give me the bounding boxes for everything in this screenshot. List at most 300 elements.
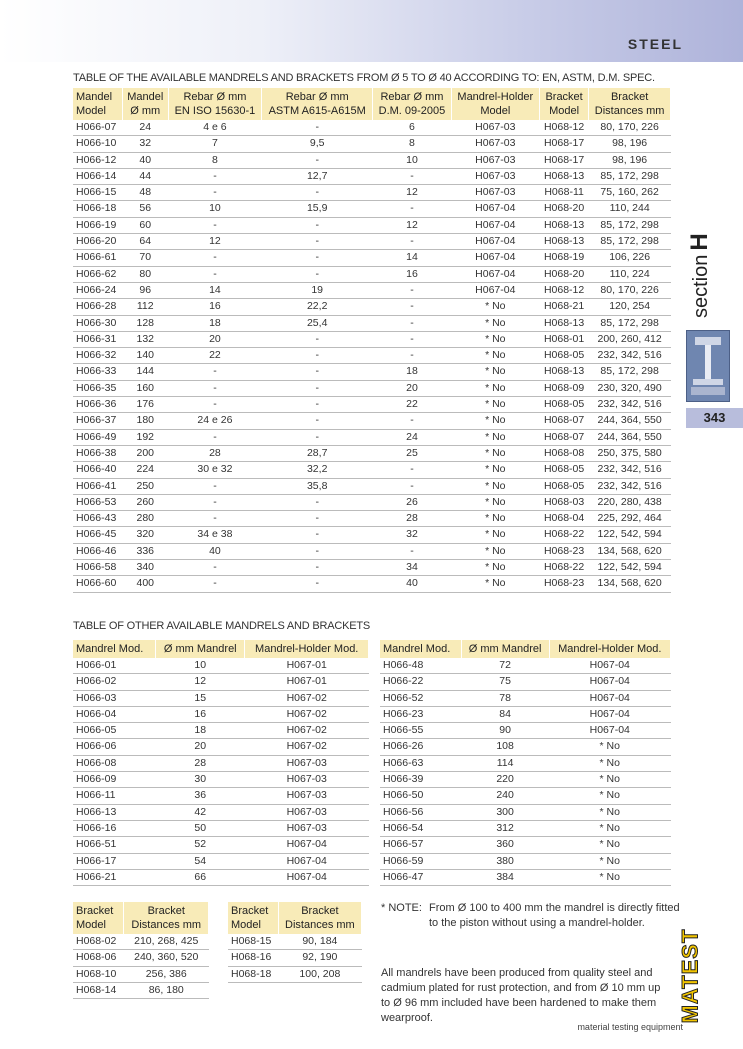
other-mandrels-table-left: [73, 640, 369, 886]
table1-cell: 132: [122, 331, 168, 347]
table-cell: H067-04: [245, 837, 369, 853]
table1-cell: 106, 226: [589, 250, 671, 266]
table1-cell: 134, 568, 620: [589, 576, 671, 592]
table-cell: H068-18: [228, 966, 278, 982]
table-row: [73, 445, 671, 461]
table1-header-line2: D.M. 09-2005: [378, 105, 446, 117]
other-mandrels-table-right: [380, 640, 671, 886]
table-row: [73, 348, 671, 364]
table1-header-2: [168, 88, 261, 120]
table1-cell: 22,2: [262, 299, 373, 315]
table-row: [73, 576, 671, 592]
info-text: All mandrels have been produced from quality steel and cadmium plated for rust protection, and from Ø 10 mm up to Ø 96 mm included have been hardened to make them wearproof.: [381, 967, 661, 1024]
table-cell: 312: [461, 820, 549, 836]
table1-cell: -: [262, 364, 373, 380]
table1-cell: 24: [373, 429, 451, 445]
table1-cell: 224: [122, 462, 168, 478]
table1-cell: -: [373, 462, 451, 478]
table2-header-0: Mandrel Mod.: [380, 640, 461, 658]
table1-cell: H068-17: [539, 136, 588, 152]
table-row: [73, 658, 369, 674]
table-cell: H066-13: [73, 804, 156, 820]
table-cell: * No: [549, 837, 671, 853]
table-cell: H066-55: [380, 723, 461, 739]
table-row: [228, 950, 362, 966]
table1-cell: H066-38: [73, 445, 122, 461]
table-cell: H067-01: [245, 674, 369, 690]
table-row: [73, 217, 671, 233]
table-row: [73, 478, 671, 494]
table1-cell: 96: [122, 282, 168, 298]
table1-cell: H068-11: [539, 185, 588, 201]
table1-cell: H068-23: [539, 543, 588, 559]
table1-cell: H068-13: [539, 217, 588, 233]
table1-cell: H066-35: [73, 380, 122, 396]
table1-cell: 34: [373, 560, 451, 576]
table1-cell: -: [168, 380, 261, 396]
table1-header-0: [73, 88, 122, 120]
table1-cell: -: [262, 152, 373, 168]
table1-cell: 9,5: [262, 136, 373, 152]
table1-header-line1: Rebar Ø mm: [380, 91, 444, 103]
table1-header-line2: Model: [76, 105, 106, 117]
table-row: [228, 934, 362, 950]
table-cell: H066-57: [380, 837, 461, 853]
table1-cell: 14: [168, 282, 261, 298]
table1-cell: H068-13: [539, 315, 588, 331]
table-cell: H066-48: [380, 658, 461, 674]
table1-cell: H066-58: [73, 560, 122, 576]
table1-cell: 10: [373, 152, 451, 168]
table1-cell: * No: [451, 494, 539, 510]
table-row: [73, 282, 671, 298]
table1-cell: 232, 342, 516: [589, 462, 671, 478]
table1-cell: -: [262, 494, 373, 510]
table1-cell: 144: [122, 364, 168, 380]
table-row: [380, 788, 671, 804]
table1-cell: 225, 292, 464: [589, 511, 671, 527]
table-row: [73, 853, 369, 869]
table1-header-line2: ASTM A615-A615M: [268, 105, 366, 117]
table1-cell: H068-08: [539, 445, 588, 461]
table-row: [73, 755, 369, 771]
table1-cell: 28: [373, 511, 451, 527]
table1-cell: 80, 170, 226: [589, 282, 671, 298]
bracket-header-0: [228, 902, 278, 934]
bracket-header-1: [278, 902, 361, 934]
table2-header-2: Mandrel-Holder Mod.: [245, 640, 369, 658]
table-row: [73, 201, 671, 217]
table1-cell: H066-33: [73, 364, 122, 380]
table-row: [380, 820, 671, 836]
section-word: section: [690, 254, 712, 318]
table1-cell: 40: [373, 576, 451, 592]
table-row: [73, 364, 671, 380]
table1-cell: H068-12: [539, 282, 588, 298]
table1-cell: -: [262, 266, 373, 282]
table1-cell: -: [168, 397, 261, 413]
table1-cell: 6: [373, 120, 451, 136]
table1-cell: 34 e 38: [168, 527, 261, 543]
table1-cell: -: [168, 250, 261, 266]
table1-header-3: [262, 88, 373, 120]
table1-cell: H067-03: [451, 152, 539, 168]
table1-cell: * No: [451, 364, 539, 380]
table1-cell: 200: [122, 445, 168, 461]
table1-cell: H068-09: [539, 380, 588, 396]
table-cell: 30: [156, 772, 245, 788]
bracket-header-0: [73, 902, 124, 934]
table1-header-line1: Mandrel-Holder: [457, 91, 534, 103]
table1-cell: H068-21: [539, 299, 588, 315]
table-cell: H066-39: [380, 772, 461, 788]
table-row: [380, 658, 671, 674]
table1-cell: 28: [168, 445, 261, 461]
table1-cell: 85, 172, 298: [589, 364, 671, 380]
table-cell: H067-03: [245, 804, 369, 820]
table2-header-1: Ø mm Mandrel: [156, 640, 245, 658]
table1-cell: H066-31: [73, 331, 122, 347]
table-cell: 15: [156, 690, 245, 706]
table1-cell: 7: [168, 136, 261, 152]
table1-cell: H067-03: [451, 120, 539, 136]
table-row: [380, 739, 671, 755]
table1-cell: -: [373, 413, 451, 429]
table-cell: H066-04: [73, 706, 156, 722]
table-cell: H066-02: [73, 674, 156, 690]
table-row: [73, 250, 671, 266]
logo-text: MATEST: [677, 928, 702, 1024]
table1-cell: H066-20: [73, 234, 122, 250]
table1-cell: H068-05: [539, 397, 588, 413]
table1-cell: 180: [122, 413, 168, 429]
note-label: * NOTE:: [381, 902, 422, 914]
table-row: [73, 788, 369, 804]
table1-cell: H066-15: [73, 185, 122, 201]
table-cell: H067-04: [245, 853, 369, 869]
table-cell: H066-01: [73, 658, 156, 674]
table1-header-line2: EN ISO 15630-1: [174, 105, 256, 117]
table1-cell: 120, 254: [589, 299, 671, 315]
table-row: [73, 804, 369, 820]
table1-cell: -: [262, 397, 373, 413]
table-row: [380, 837, 671, 853]
table1-cell: -: [262, 560, 373, 576]
table1-cell: -: [262, 380, 373, 396]
table1-cell: H068-07: [539, 413, 588, 429]
table1-cell: -: [168, 364, 261, 380]
table1-cell: H068-22: [539, 560, 588, 576]
table1-cell: 18: [168, 315, 261, 331]
table-cell: 360: [461, 837, 549, 853]
table-cell: H066-17: [73, 853, 156, 869]
table1-cell: 128: [122, 315, 168, 331]
table-cell: H067-03: [245, 772, 369, 788]
table1-cell: 98, 196: [589, 136, 671, 152]
matest-logo: [676, 930, 704, 1022]
table-cell: H066-11: [73, 788, 156, 804]
table1-cell: H066-36: [73, 397, 122, 413]
table1-cell: -: [168, 185, 261, 201]
table1-cell: 12: [168, 234, 261, 250]
table-row: [380, 723, 671, 739]
bracket-header-line1: Bracket: [76, 905, 114, 917]
table-cell: H067-04: [549, 723, 671, 739]
table1-cell: 35,8: [262, 478, 373, 494]
table1-cell: H066-61: [73, 250, 122, 266]
table-cell: * No: [549, 804, 671, 820]
table-row: [73, 429, 671, 445]
table1-cell: 22: [373, 397, 451, 413]
table1-cell: -: [373, 168, 451, 184]
table-row: [73, 397, 671, 413]
table1-cell: -: [168, 168, 261, 184]
table-cell: 92, 190: [278, 950, 361, 966]
table1-cell: H068-05: [539, 478, 588, 494]
table1-cell: 20: [168, 331, 261, 347]
table-cell: H066-50: [380, 788, 461, 804]
table-cell: 28: [156, 755, 245, 771]
table1-cell: 56: [122, 201, 168, 217]
table1-cell: H066-28: [73, 299, 122, 315]
table1-cell: 26: [373, 494, 451, 510]
table-cell: H066-05: [73, 723, 156, 739]
table1-cell: -: [168, 478, 261, 494]
table-cell: 256, 386: [124, 966, 209, 982]
table-cell: H066-26: [380, 739, 461, 755]
table1-cell: 80, 170, 226: [589, 120, 671, 136]
table-cell: 36: [156, 788, 245, 804]
table1-cell: 40: [168, 543, 261, 559]
table1-cell: -: [262, 348, 373, 364]
table-row: [73, 869, 369, 885]
table1-cell: 320: [122, 527, 168, 543]
table1-cell: 85, 172, 298: [589, 217, 671, 233]
table1-cell: 220, 280, 438: [589, 494, 671, 510]
bracket-header-line2: Distances mm: [131, 919, 202, 931]
table-cell: 100, 208: [278, 966, 361, 982]
table-row: [73, 820, 369, 836]
table1-header-line2: Ø mm: [130, 105, 161, 117]
table1-header-line1: Bracket: [610, 91, 649, 103]
table-cell: 75: [461, 674, 549, 690]
table-cell: 16: [156, 706, 245, 722]
table-row: [73, 527, 671, 543]
table-cell: 300: [461, 804, 549, 820]
table1-cell: 32,2: [262, 462, 373, 478]
table1-cell: -: [168, 511, 261, 527]
table-row: [73, 413, 671, 429]
table1-cell: H067-03: [451, 136, 539, 152]
table-cell: H066-47: [380, 869, 461, 885]
table1-cell: 200, 260, 412: [589, 331, 671, 347]
table-cell: H067-02: [245, 739, 369, 755]
table1-cell: H067-04: [451, 266, 539, 282]
table-row: [73, 299, 671, 315]
table1-cell: H068-23: [539, 576, 588, 592]
table1-cell: -: [262, 527, 373, 543]
table-cell: 20: [156, 739, 245, 755]
table1-header-line2: Model: [480, 105, 511, 117]
table1-cell: H068-13: [539, 168, 588, 184]
table-cell: H067-03: [245, 820, 369, 836]
table-row: [73, 739, 369, 755]
table-row: [380, 869, 671, 885]
table-cell: 90: [461, 723, 549, 739]
table-cell: H066-21: [73, 869, 156, 885]
table-row: [73, 934, 209, 950]
table1-cell: 28,7: [262, 445, 373, 461]
table1-cell: 122, 542, 594: [589, 527, 671, 543]
table1-cell: 122, 542, 594: [589, 560, 671, 576]
table1-cell: 8: [373, 136, 451, 152]
table1-cell: 15,9: [262, 201, 373, 217]
section-letter: H: [686, 233, 713, 251]
table-row: [73, 706, 369, 722]
table1-cell: * No: [451, 511, 539, 527]
table-row: [73, 315, 671, 331]
table-row: [73, 168, 671, 184]
table1-cell: -: [373, 315, 451, 331]
table-row: [73, 982, 209, 998]
table1-cell: H068-13: [539, 234, 588, 250]
table-cell: H067-04: [549, 690, 671, 706]
section-label: [686, 233, 714, 318]
table-cell: 12: [156, 674, 245, 690]
table1-cell: H067-04: [451, 250, 539, 266]
table-cell: H067-04: [549, 674, 671, 690]
table-cell: * No: [549, 755, 671, 771]
table1-cell: 110, 244: [589, 201, 671, 217]
table2-caption: TABLE OF OTHER AVAILABLE MANDRELS AND BRACKETS: [73, 620, 371, 632]
table-row: [380, 853, 671, 869]
table1-cell: H067-04: [451, 217, 539, 233]
table1-cell: -: [168, 494, 261, 510]
table1-cell: 25,4: [262, 315, 373, 331]
table1-cell: -: [373, 543, 451, 559]
table1-header-6: [539, 88, 588, 120]
table-cell: 10: [156, 658, 245, 674]
table1-cell: 48: [122, 185, 168, 201]
table1-cell: 336: [122, 543, 168, 559]
table1-cell: 112: [122, 299, 168, 315]
table1-cell: 12,7: [262, 168, 373, 184]
table1-cell: 98, 196: [589, 152, 671, 168]
table-row: [73, 772, 369, 788]
table1-cell: H066-41: [73, 478, 122, 494]
table-cell: 72: [461, 658, 549, 674]
bracket-header-line2: Model: [231, 919, 261, 931]
table1-cell: H066-32: [73, 348, 122, 364]
table-row: [380, 690, 671, 706]
table1-header-line2: Model: [549, 105, 580, 117]
table-cell: H066-22: [380, 674, 461, 690]
table1-cell: * No: [451, 397, 539, 413]
table1-cell: 44: [122, 168, 168, 184]
table-cell: 240, 360, 520: [124, 950, 209, 966]
table1-header-line1: Bracket: [545, 91, 583, 103]
table1-cell: H068-07: [539, 429, 588, 445]
table1-cell: * No: [451, 560, 539, 576]
brackets-table-right: [228, 902, 362, 983]
table1-cell: 250: [122, 478, 168, 494]
bracket-header-line1: Bracket: [301, 905, 339, 917]
table1-cell: * No: [451, 445, 539, 461]
table-cell: * No: [549, 788, 671, 804]
table1-cell: -: [262, 120, 373, 136]
table1-cell: H066-49: [73, 429, 122, 445]
table-row: [73, 120, 671, 136]
table-row: [73, 723, 369, 739]
table-row: [73, 966, 209, 982]
table1-cell: 12: [373, 217, 451, 233]
table1-cell: 20: [373, 380, 451, 396]
table-row: [228, 966, 362, 982]
table1-cell: 85, 172, 298: [589, 315, 671, 331]
table1-cell: 244, 364, 550: [589, 429, 671, 445]
table-cell: 50: [156, 820, 245, 836]
table1-cell: H068-22: [539, 527, 588, 543]
table1-cell: 244, 364, 550: [589, 413, 671, 429]
table-cell: 380: [461, 853, 549, 869]
table1-cell: -: [262, 217, 373, 233]
table-row: [73, 511, 671, 527]
table1-cell: 110, 224: [589, 266, 671, 282]
table1-cell: H066-18: [73, 201, 122, 217]
table-row: [73, 950, 209, 966]
table-cell: H067-02: [245, 723, 369, 739]
table2-header-0: Mandrel Mod.: [73, 640, 156, 658]
table1-cell: 232, 342, 516: [589, 397, 671, 413]
table1-header-5: [451, 88, 539, 120]
table-row: [73, 331, 671, 347]
table-cell: * No: [549, 739, 671, 755]
table1-cell: 80: [122, 266, 168, 282]
page-title: STEEL: [627, 36, 683, 52]
page-number: 343: [686, 408, 743, 428]
table1-cell: H066-45: [73, 527, 122, 543]
mandrels-table: [73, 88, 671, 593]
table-cell: H067-04: [549, 706, 671, 722]
table1-cell: 32: [122, 136, 168, 152]
table1-cell: H066-12: [73, 152, 122, 168]
table1-cell: 140: [122, 348, 168, 364]
table1-cell: H067-03: [451, 185, 539, 201]
table1-cell: 19: [262, 282, 373, 298]
table1-cell: 25: [373, 445, 451, 461]
table-row: [380, 772, 671, 788]
table1-cell: -: [168, 217, 261, 233]
table-cell: * No: [549, 820, 671, 836]
table-cell: H066-51: [73, 837, 156, 853]
table1-cell: H066-60: [73, 576, 122, 592]
table-cell: 240: [461, 788, 549, 804]
table1-cell: 24: [122, 120, 168, 136]
table1-cell: -: [262, 543, 373, 559]
table-cell: 220: [461, 772, 549, 788]
table-row: [73, 136, 671, 152]
table1-cell: 64: [122, 234, 168, 250]
table1-cell: H066-46: [73, 543, 122, 559]
table1-cell: -: [373, 331, 451, 347]
table-cell: H068-15: [228, 934, 278, 950]
table1-cell: -: [373, 299, 451, 315]
table1-cell: 12: [373, 185, 451, 201]
table1-cell: -: [262, 331, 373, 347]
table-row: [380, 755, 671, 771]
table1-cell: H068-17: [539, 152, 588, 168]
table1-cell: H066-40: [73, 462, 122, 478]
